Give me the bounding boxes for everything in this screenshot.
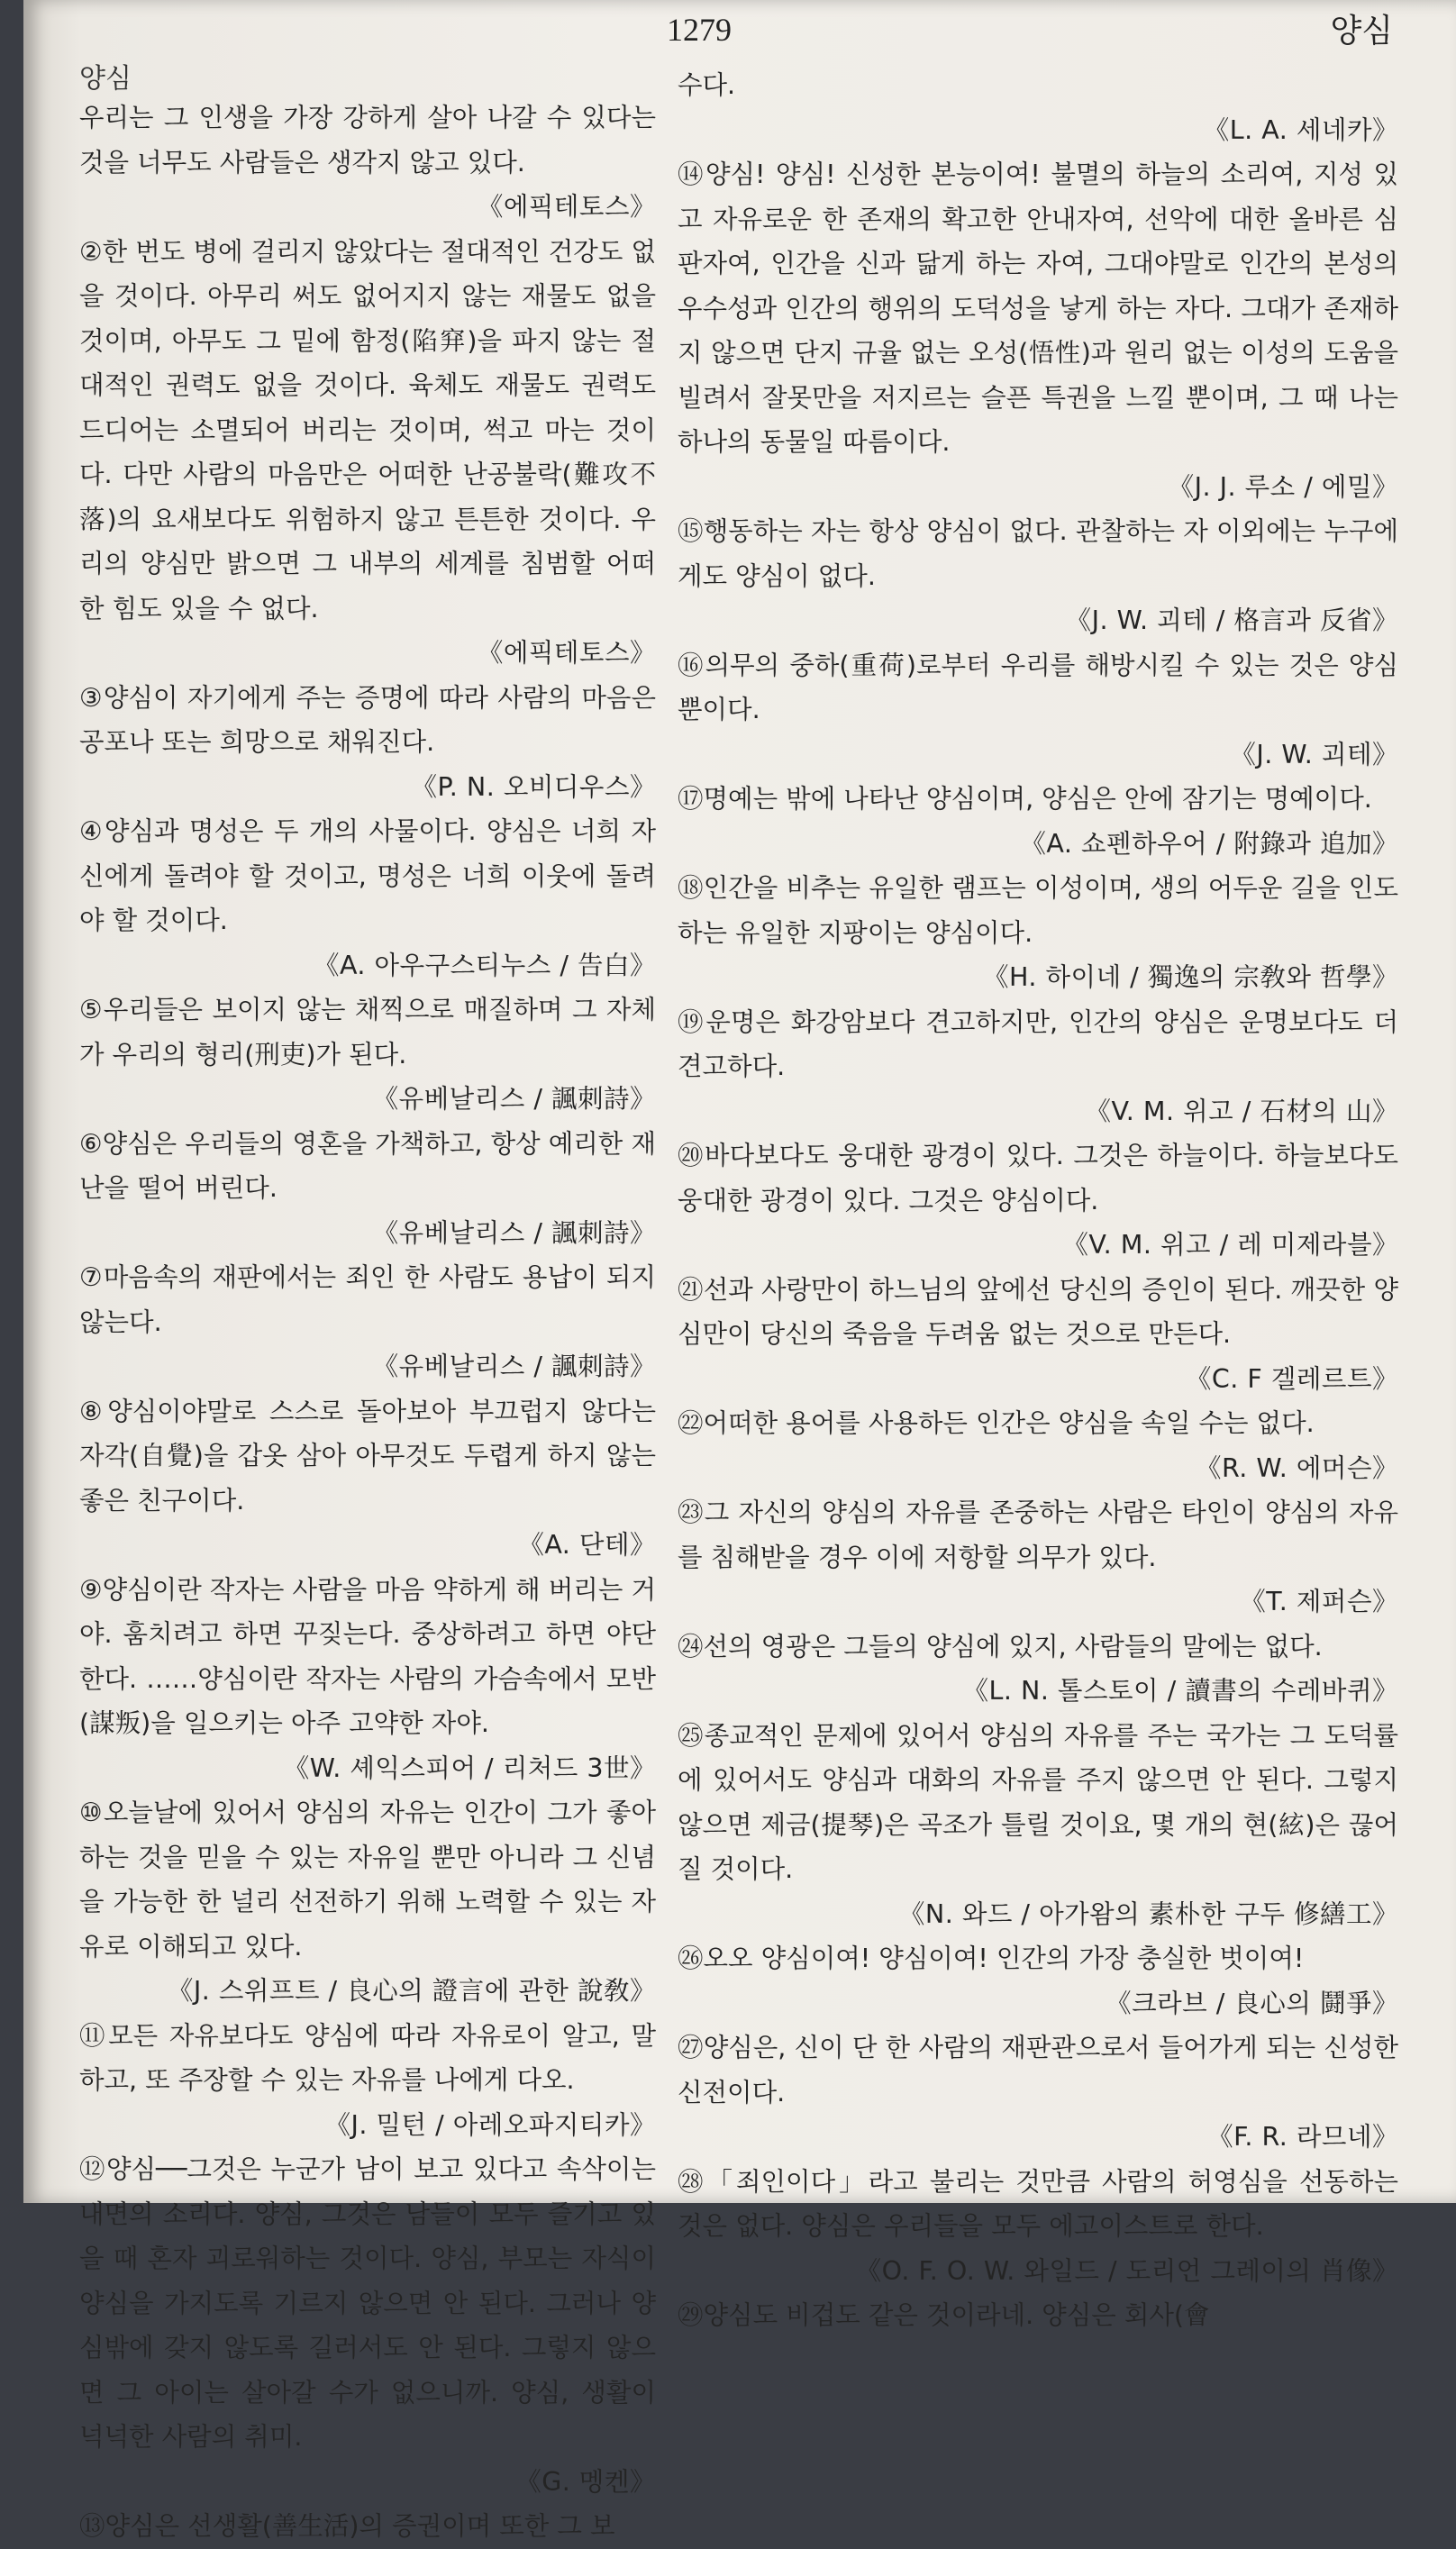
quote-entry xyxy=(79,2014,656,2148)
quote-entry xyxy=(678,1401,1398,1490)
quote-source: 《J. J. 루소 / 에밀》 xyxy=(1168,471,1398,502)
quote-paragraph xyxy=(79,2147,656,2460)
right-entries xyxy=(678,63,1398,2338)
quote-paragraph xyxy=(79,988,656,1077)
quote-text: 「죄인이다」라고 불리는 것만큼 사람의 허영심을 선동하는 것은 없다. 양심은 우리들을 모두 에고이스트로 한다. xyxy=(678,2166,1398,2241)
quote-text: 바다보다도 웅대한 광경이 있다. 그것은 하늘이다. 하늘보다도 웅대한 광경이 있다. 그것은 양심이다. xyxy=(678,1141,1398,1215)
quote-number: ⑯ xyxy=(678,650,705,680)
quote-number: ⑦ xyxy=(79,1262,104,1292)
quote-entry xyxy=(79,1389,656,1568)
quote-paragraph xyxy=(678,63,1398,108)
quote-source: 《유베날리스 / 諷刺詩》 xyxy=(372,1352,656,1381)
quote-text: 명예는 밖에 나타난 양심이며, 양심은 안에 잠기는 명예이다. xyxy=(703,784,1372,814)
quote-paragraph xyxy=(79,676,656,765)
quote-source: 《G. 멩켄》 xyxy=(515,2466,656,2497)
quote-text: 우리들은 보이지 않는 채찍으로 매질하며 그 자체가 우리의 형리(刑吏)가 된다. xyxy=(79,995,656,1070)
quote-paragraph xyxy=(678,643,1398,733)
quote-number: ㉗ xyxy=(678,2033,704,2062)
quote-paragraph xyxy=(79,1389,656,1524)
quote-entry xyxy=(79,1568,656,1791)
quote-number: ④ xyxy=(79,816,105,846)
quote-paragraph xyxy=(79,2504,656,2549)
running-head: 양심 xyxy=(1330,13,1393,50)
quote-paragraph xyxy=(79,1255,656,1344)
quote-paragraph xyxy=(678,1000,1398,1089)
quote-paragraph xyxy=(678,1714,1398,1892)
quote-entry xyxy=(79,1122,656,1256)
quote-number: ⑰ xyxy=(678,784,704,814)
column-top-label: 양심 xyxy=(79,63,132,95)
quote-source: 《T. 제퍼슨》 xyxy=(1240,1587,1398,1616)
quote-number: ⑤ xyxy=(79,995,104,1024)
quote-number: ⑲ xyxy=(678,1006,706,1037)
quote-text: 양심! 양심! 신성한 본능이여! 불멸의 하늘의 소리여, 지성 있고 자유로운 한 존재의 확고한 안내자여, 선악에 대한 올바른 심판자여, 인간을 신과 닮게 하는 자여, 그대야말로 인간의 본성의 우수성과 인간의 행위의 도덕성을 낳게 하는 자다. 그대가 존재하지 않으면 단지 규율 없는 오성(悟性)과 원리 없는 이성의 도움을 빌려서 잘못만을 저지르는 슬픈 특권을 느낄 뿐이며, 그 때 나는 하나의 동물일 따름이다. xyxy=(678,159,1398,457)
quote-entry xyxy=(678,643,1398,778)
page-number: 1279 xyxy=(667,12,732,48)
quote-text: 행동하는 자는 항상 양심이 없다. 관찰하는 자 이외에는 누구에게도 양심이 없다. xyxy=(678,516,1398,591)
quote-number: ⑩ xyxy=(79,1798,104,1827)
quote-number: ㉕ xyxy=(678,1720,705,1751)
quote-number: ㉒ xyxy=(678,1408,704,1438)
quote-paragraph xyxy=(678,2026,1398,2115)
quote-entry xyxy=(678,866,1398,1000)
quote-paragraph xyxy=(79,230,656,632)
quote-paragraph xyxy=(79,1790,656,1969)
quote-number: ⑨ xyxy=(79,1574,103,1605)
quote-source: 《J. 스위프트 / 良心의 證言에 관한 說敎》 xyxy=(167,1976,656,2006)
quote-text: 선의 영광은 그들의 양심에 있지, 사람들의 말에는 없다. xyxy=(703,1631,1323,1661)
quote-source: 《O. F. O. W. 와일드 / 도리언 그레이의 肖像》 xyxy=(855,2255,1398,2286)
quote-source: 《C. F 겔레르트》 xyxy=(1185,1363,1398,1394)
quote-text: 선과 사랑만이 하느님의 앞에선 당신의 증인이 된다. 깨끗한 양심만이 당신의 죽음을 두려움 없는 것으로 만든다. xyxy=(678,1274,1398,1349)
quote-entry xyxy=(678,1625,1398,1714)
quote-number: ㉔ xyxy=(678,1631,704,1661)
quote-source: 《R. W. 에머슨》 xyxy=(1195,1452,1398,1483)
quote-paragraph xyxy=(678,1490,1398,1579)
quote-text: 오오 양심이여! 양심이여! 인간의 가장 충실한 벗이여! xyxy=(703,1944,1305,1973)
quote-entry xyxy=(678,777,1398,866)
quote-entry xyxy=(79,2504,656,2549)
quote-source: 《N. 와드 / 아가왐의 素朴한 구두 修繕工》 xyxy=(898,1898,1398,1929)
quote-paragraph xyxy=(678,2293,1398,2338)
quote-source: 《에픽테토스》 xyxy=(477,638,656,668)
quote-source: 《F. R. 라므네》 xyxy=(1207,2122,1398,2152)
quote-source: 《H. 하이네 / 獨逸의 宗敎와 哲學》 xyxy=(982,962,1398,992)
quote-number: ⑪ xyxy=(79,2020,109,2051)
quote-number: ㉑ xyxy=(678,1274,704,1305)
quote-entry xyxy=(678,63,1398,152)
quote-text: 운명은 화강암보다 견고하지만, 인간의 양심은 운명보다도 더 견고하다. xyxy=(678,1006,1398,1081)
quote-text: 양심이야말로 스스로 돌아보아 부끄럽지 않다는 자각(自覺)을 갑옷 삼아 아무것도 두렵게 하지 않는 좋은 친구이다. xyxy=(79,1396,656,1516)
quote-entry xyxy=(79,809,656,988)
quote-entry xyxy=(678,2160,1398,2294)
quote-entry xyxy=(678,2026,1398,2160)
quote-entry xyxy=(678,1133,1398,1268)
quote-source: 《A. 아우구스티누스 / 告白》 xyxy=(313,950,656,980)
quote-entry xyxy=(79,1790,656,2014)
quote-source: 《유베날리스 / 諷刺詩》 xyxy=(372,1217,656,1248)
quote-paragraph xyxy=(79,1568,656,1746)
quote-text: 양심은 우리들의 영혼을 가책하고, 항상 예리한 재난을 떨어 버린다. xyxy=(79,1128,656,1203)
quote-number: ㉙ xyxy=(678,2300,704,2330)
quote-text: 양심──그것은 누군가 남이 보고 있다고 속삭이는 내면의 소리다. 양심, 그것은 남들이 모두 즐기고 있을 때 혼자 괴로워하는 것이다. 양심, 부모는 자식이 양심을 가지도록 기르지 않으면 안 된다. 그러나 양심밖에 갖지 않도록 길러서도 안 된다. 그렇지 않으면 그 아이는 살아갈 수가 없으니까. 양심, 생활이 넉넉한 사람의 취미. xyxy=(79,2154,656,2452)
quote-entry xyxy=(79,96,656,230)
quote-text: 양심은 선생활(善生活)의 증권이며 또한 그 보 xyxy=(105,2511,615,2541)
quote-number: ② xyxy=(79,236,103,267)
quote-source: 《V. M. 위고 / 石材의 山》 xyxy=(1085,1096,1398,1126)
quote-paragraph xyxy=(678,777,1398,822)
quote-paragraph xyxy=(678,509,1398,598)
quote-text: 양심이 자기에게 주는 증명에 따라 사람의 마음은 공포나 또는 희망으로 채워진다. xyxy=(79,682,656,757)
quote-number: ⑧ xyxy=(79,1396,108,1426)
quote-paragraph xyxy=(79,96,656,185)
quote-text: 마음속의 재판에서는 죄인 한 사람도 용납이 되지 않는다. xyxy=(79,1262,656,1337)
quote-entry xyxy=(678,1936,1398,2026)
left-entries xyxy=(79,96,656,2549)
quote-number: ⑥ xyxy=(79,1128,103,1159)
quote-source: 《A. 단테》 xyxy=(518,1530,656,1560)
left-column xyxy=(79,63,656,2541)
quote-source: 《J. W. 괴테》 xyxy=(1230,739,1398,769)
quote-paragraph xyxy=(678,1401,1398,1446)
quote-paragraph xyxy=(678,1625,1398,1670)
quote-number: ㉓ xyxy=(678,1498,705,1527)
quote-source: 《크라브 / 良心의 鬪爭》 xyxy=(1106,1988,1398,2018)
quote-entry xyxy=(678,1490,1398,1625)
quote-number: ㉘ xyxy=(678,2166,707,2197)
quote-entry xyxy=(678,1000,1398,1134)
quote-source: 《L. A. 세네카》 xyxy=(1203,114,1398,145)
quote-entry xyxy=(79,2147,656,2504)
quote-entry xyxy=(79,1255,656,1389)
quote-text: 그 자신의 양심의 자유를 존중하는 사람은 타인이 양심의 자유를 침해받을 경우 이에 저항할 의무가 있다. xyxy=(678,1498,1398,1572)
quote-number: ⑳ xyxy=(678,1141,705,1170)
quote-source: 《J. W. 괴테 / 格言과 反省》 xyxy=(1065,605,1398,635)
quote-text: 오늘날에 있어서 양심의 자유는 인간이 그가 좋아하는 것을 믿을 수 있는 자유일 뿐만 아니라 그 신념을 가능한 한 널리 선전하기 위해 노력할 수 있는 자유로 이해되고 있다. xyxy=(79,1798,656,1962)
quote-paragraph xyxy=(678,1936,1398,1981)
quote-entry xyxy=(678,152,1398,509)
quote-text: 양심이란 작자는 사람을 마음 약하게 해 버리는 거야. 훔치려고 하면 꾸짖는다. 중상하려고 하면 야단한다. ……양심이란 작자는 사람의 가슴속에서 모반(謀叛)을 일으키는 아주 고약한 자야. xyxy=(79,1574,656,1738)
quote-entry xyxy=(79,230,656,676)
quote-source: 《L. N. 톨스토이 / 讀書의 수레바퀴》 xyxy=(962,1676,1398,1706)
quote-source: 《W. 셰익스피어 / 리처드 3世》 xyxy=(283,1752,656,1783)
quote-number: ⑫ xyxy=(79,2154,106,2184)
quote-source: 《A. 쇼펜하우어 / 附錄과 追加》 xyxy=(1020,828,1398,859)
quote-source: 《V. M. 위고 / 레 미제라블》 xyxy=(1062,1230,1398,1260)
quote-paragraph xyxy=(79,2014,656,2103)
quote-text: 우리는 그 인생을 가장 강하게 살아 나갈 수 있다는 것을 너무도 사람들은 생각지 않고 있다. xyxy=(79,103,656,178)
right-column xyxy=(678,63,1398,2330)
quote-text: 의무의 중하(重荷)로부터 우리를 해방시킬 수 있는 것은 양심뿐이다. xyxy=(678,650,1398,724)
quote-entry xyxy=(678,1714,1398,1937)
quote-number: ⑮ xyxy=(678,516,704,546)
quote-source: 《유베날리스 / 諷刺詩》 xyxy=(372,1084,656,1114)
quote-entry xyxy=(678,2293,1398,2338)
book-page xyxy=(23,0,1456,2541)
quote-text: 종교적인 문제에 있어서 양심의 자유를 주는 국가는 그 도덕률에 있어서도 양심과 대화의 자유를 주지 않으면 안 된다. 그렇지 않으면 제금(提琴)은 곡조가 틀릴 것이요, 몇 개의 현(絃)은 끊어질 것이다. xyxy=(678,1720,1398,1884)
quote-entry xyxy=(678,509,1398,643)
quote-entry xyxy=(79,676,656,810)
quote-source: 《J. 밀턴 / 아레오파지티카》 xyxy=(324,2109,656,2140)
quote-text: 모든 자유보다도 양심에 따라 자유로이 알고, 말하고, 또 주장할 수 있는 자유를 나에게 다오. xyxy=(79,2020,656,2095)
quote-paragraph xyxy=(678,866,1398,955)
quote-text: 수다. xyxy=(678,70,736,100)
quote-paragraph xyxy=(678,2160,1398,2249)
quote-text: 양심도 비겁도 같은 것이라네. 양심은 회사(會 xyxy=(703,2300,1210,2330)
quote-text: 인간을 비추는 유일한 램프는 이성이며, 생의 어두운 길을 인도하는 유일한 지팡이는 양심이다. xyxy=(678,873,1398,948)
quote-number: ⑭ xyxy=(678,159,705,189)
quote-paragraph xyxy=(79,1122,656,1211)
quote-number: ⑱ xyxy=(678,873,704,903)
quote-number: ㉖ xyxy=(678,1944,704,1973)
quote-text: 양심과 명성은 두 개의 사물이다. 양심은 너희 자신에게 돌려야 할 것이고, 명성은 너희 이웃에 돌려야 할 것이다. xyxy=(79,816,656,935)
quote-paragraph xyxy=(678,152,1398,465)
quote-entry xyxy=(79,988,656,1122)
quote-paragraph xyxy=(678,1133,1398,1223)
quote-paragraph xyxy=(678,1268,1398,1357)
quote-source: 《에픽테토스》 xyxy=(477,192,656,222)
quote-number: ⑬ xyxy=(79,2511,105,2541)
quote-paragraph xyxy=(79,809,656,943)
quote-text: 어떠한 용어를 사용하든 인간은 양심을 속일 수는 없다. xyxy=(703,1408,1315,1438)
quote-text: 양심은, 신이 단 한 사람의 재판관으로서 들어가게 되는 신성한 신전이다. xyxy=(678,2033,1398,2107)
quote-entry xyxy=(678,1268,1398,1402)
quote-text: 한 번도 병에 걸리지 않았다는 절대적인 건강도 없을 것이다. 아무리 써도 없어지지 않는 재물도 없을 것이며, 아무도 그 밑에 함정(陷穽)을 파지 않는 절대적인 권력도 없을 것이다. 육체도 재물도 권력도 드디어는 소멸되어 버리는 것이며, 썩고 마는 것이다. 다만 사람의 마음만은 어떠한 난공불락(難攻不落)의 요새보다도 위험하지 않고 튼튼한 것이다. 우리의 양심만 밝으면 그 내부의 세계를 침범할 어떠한 힘도 있을 수 없다. xyxy=(79,236,656,624)
quote-number: ③ xyxy=(79,682,104,713)
quote-source: 《P. N. 오비디우스》 xyxy=(411,771,656,802)
